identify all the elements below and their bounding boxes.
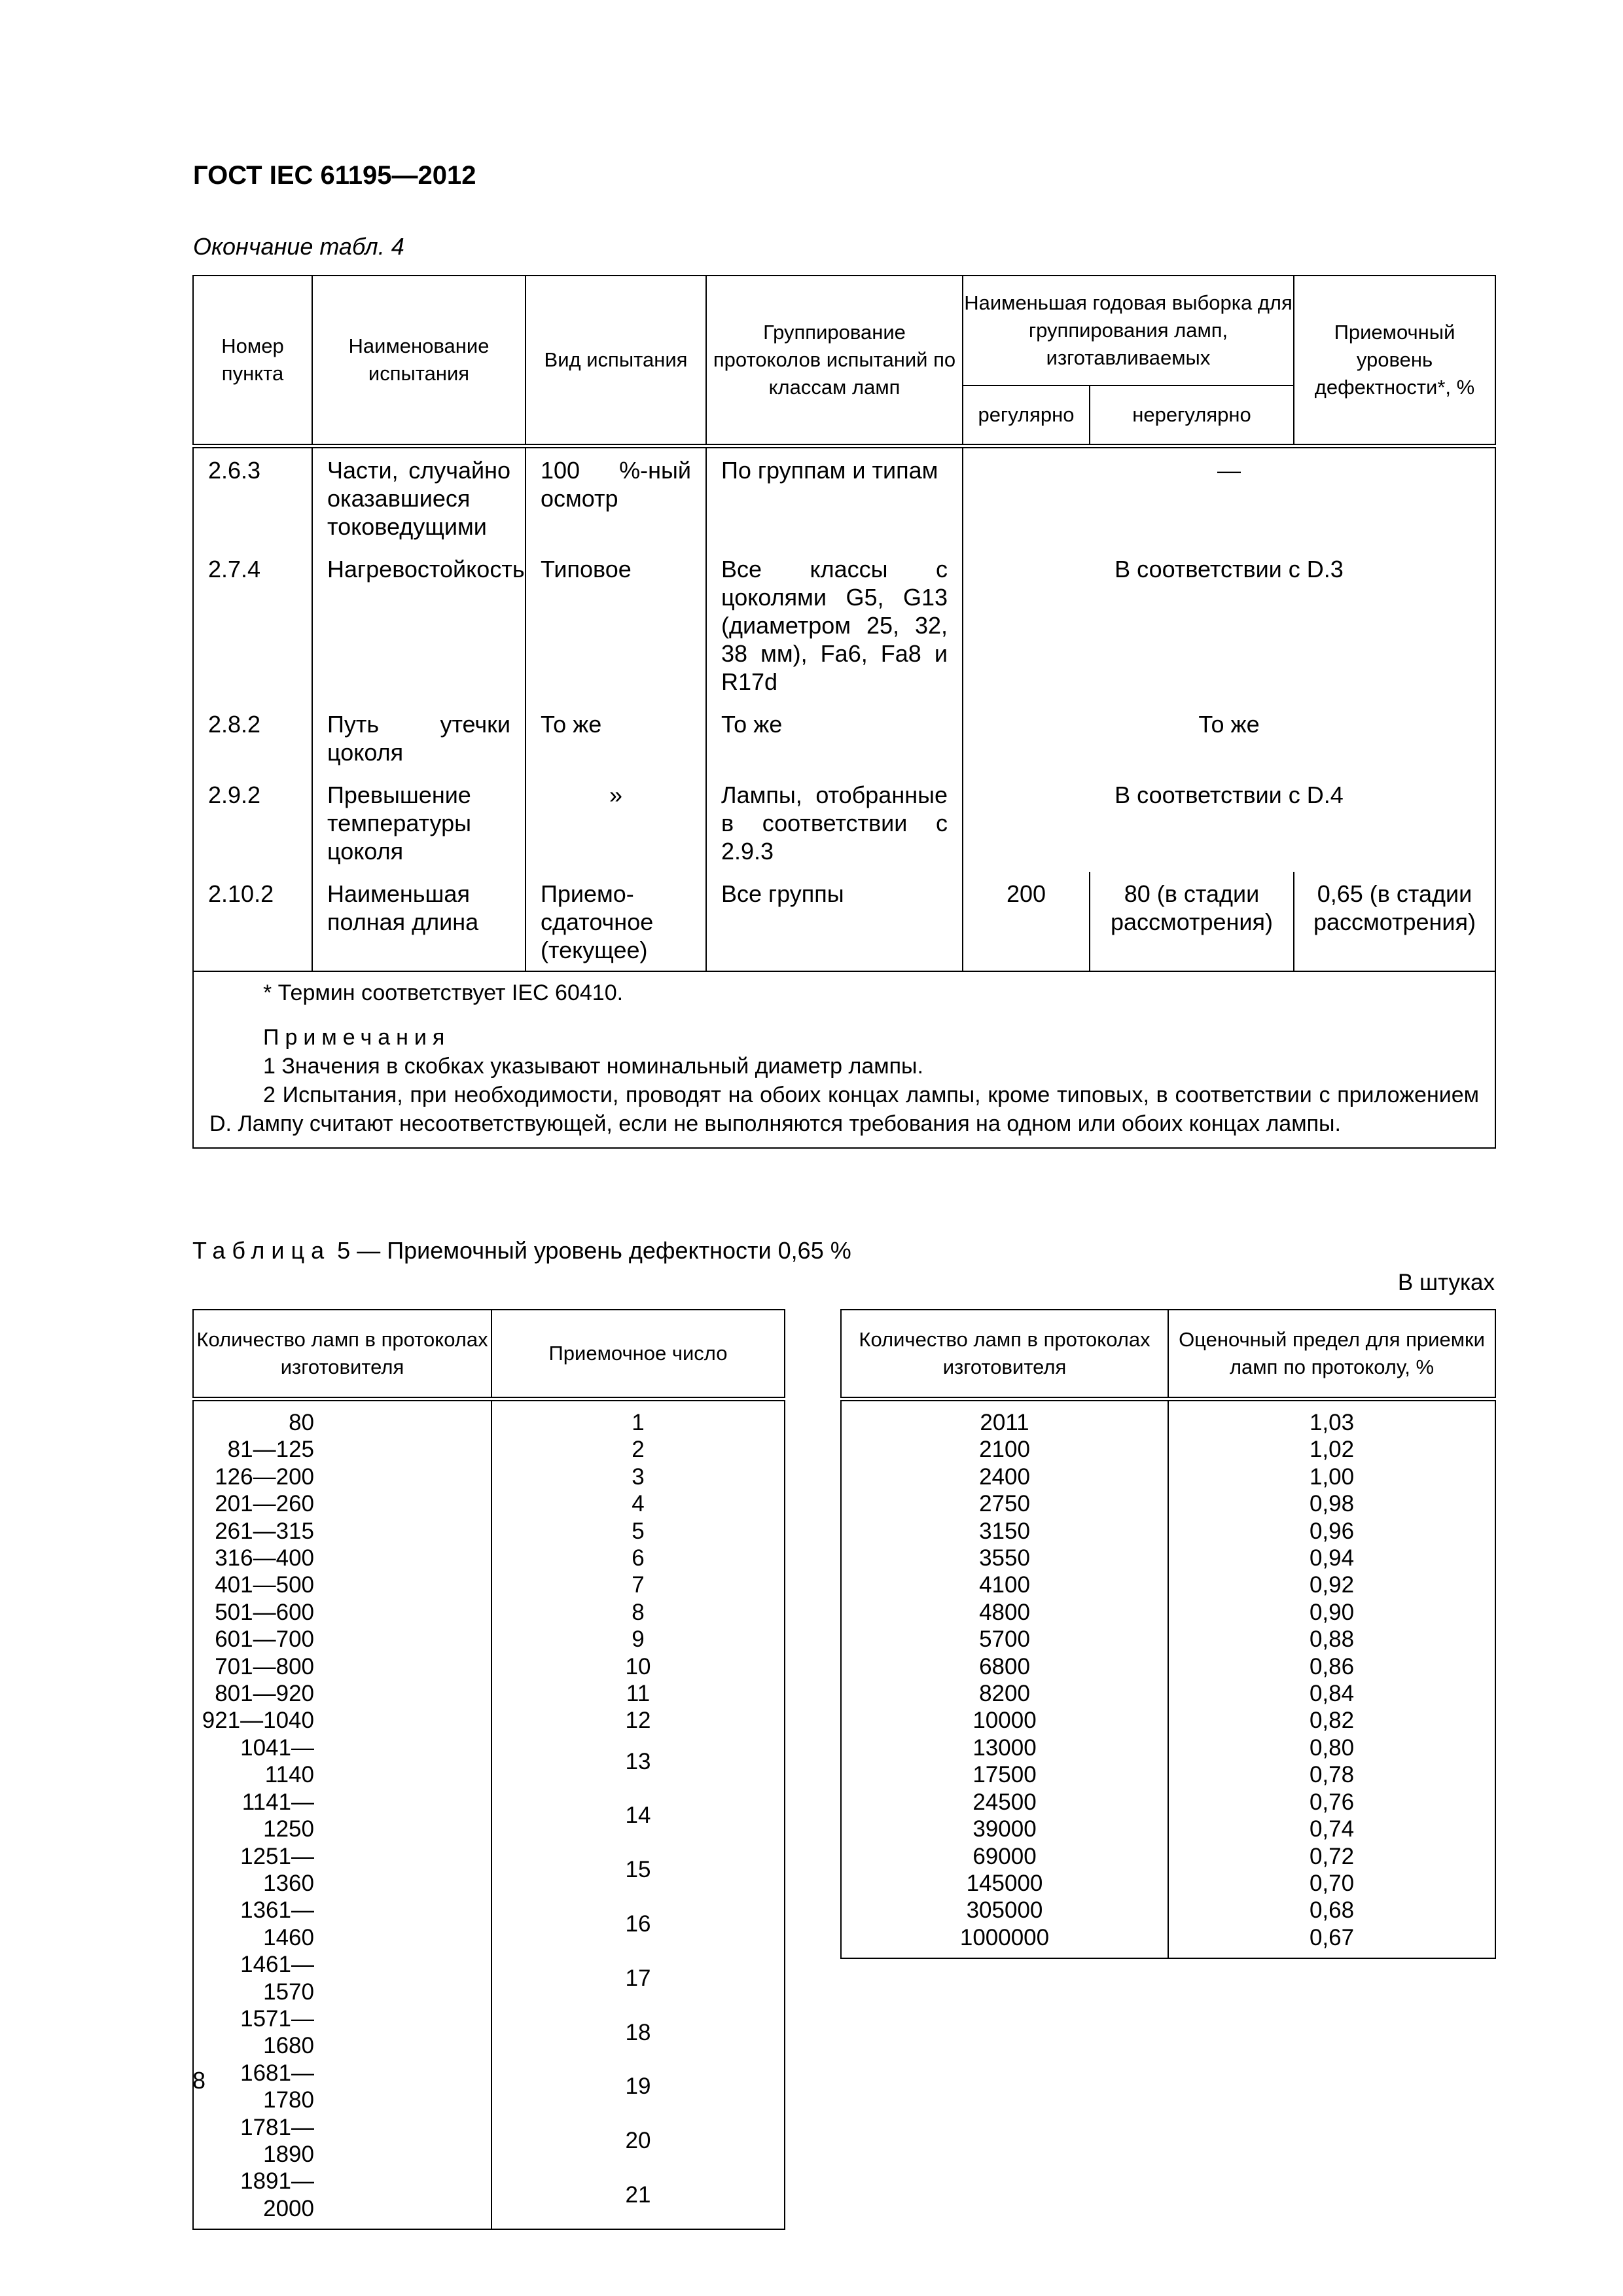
- lamp-count-cell: 1141—1250: [193, 1789, 491, 1843]
- merged-sample-value: —: [963, 446, 1495, 548]
- lamp-count-cell: 69000: [841, 1843, 1168, 1870]
- table-row: [841, 1399, 1495, 1437]
- regular-sample: 200: [963, 872, 1090, 971]
- grouping: Все классы с цоколями G5, G13 (диаметром 25, 32, 38 мм), Fa6, Fa8 и R17d: [706, 547, 963, 702]
- note-1: 1 Значения в скобках указывают номинальный диаметр лампы.: [263, 1054, 923, 1079]
- value-cell: 8: [491, 1599, 785, 1626]
- table-row: [193, 1680, 785, 1707]
- merged-sample-value: В соответствии с D.3: [963, 547, 1495, 702]
- lamp-count-cell: 17500: [841, 1761, 1168, 1788]
- lamp-count-cell: 261—315: [193, 1518, 491, 1545]
- lamp-count-cell: 1681—1780: [193, 2060, 491, 2114]
- table-row: [841, 1789, 1495, 1816]
- lamp-count-cell: 1251—1360: [193, 1843, 491, 1897]
- value-cell: 0,67: [1168, 1924, 1495, 1958]
- lamp-count-cell: 5700: [841, 1626, 1168, 1653]
- table-row: [841, 1653, 1495, 1680]
- lamp-count-cell: 601—700: [193, 1626, 491, 1653]
- value-cell: 0,90: [1168, 1599, 1495, 1626]
- lamp-count-cell: 8200: [841, 1680, 1168, 1707]
- test-name: Нагревостойкость: [312, 547, 526, 702]
- table-row: [841, 1680, 1495, 1707]
- header-regular: регулярно: [963, 386, 1090, 446]
- table-row: [193, 1518, 785, 1545]
- table-row: [841, 1734, 1495, 1761]
- lamp-count-cell: 4100: [841, 1571, 1168, 1598]
- table-continuation-label: Окончание табл. 4: [193, 233, 404, 260]
- value-cell: 3: [491, 1463, 785, 1490]
- lamp-count-cell: 401—500: [193, 1571, 491, 1598]
- value-cell: 1,00: [1168, 1463, 1495, 1490]
- lamp-count-cell: 1891—2000: [193, 2168, 491, 2229]
- lamp-count-cell: 80: [193, 1399, 491, 1437]
- test-kind: Приемо-сдаточное (текущее): [526, 872, 706, 971]
- note-2: 2 Испытания, при необходимости, проводят на обоих концах лампы, кроме типовых, в соответствии с приложением D. Лампу считают несоответствующей, если не выполняются требования на одном или обоих концах лампы.: [209, 1083, 1479, 1136]
- value-cell: 0,84: [1168, 1680, 1495, 1707]
- table-row: [841, 1761, 1495, 1788]
- merged-sample-value: В соответствии с D.4: [963, 773, 1495, 872]
- lamp-count-cell: 1000000: [841, 1924, 1168, 1958]
- lamp-count-cell: 501—600: [193, 1599, 491, 1626]
- lamp-count-cell: 1461—1570: [193, 1951, 491, 2005]
- lamp-count-cell: 1571—1680: [193, 2005, 491, 2060]
- lamp-count-cell: 13000: [841, 1734, 1168, 1761]
- value-cell: 0,76: [1168, 1789, 1495, 1816]
- header-lamp-count: Количество ламп в протоколах изготовителя: [841, 1310, 1168, 1399]
- table-row: [193, 2114, 785, 2168]
- lamp-count-cell: 201—260: [193, 1490, 491, 1517]
- table-row: [193, 1545, 785, 1571]
- lamp-count-cell: 4800: [841, 1599, 1168, 1626]
- units-label: В штуках: [1397, 1270, 1495, 1295]
- grouping: Все группы: [706, 872, 963, 971]
- value-cell: 2: [491, 1436, 785, 1463]
- lamp-count-cell: 305000: [841, 1897, 1168, 1924]
- value-cell: 14: [491, 1789, 785, 1843]
- value-cell: 10: [491, 1653, 785, 1680]
- header-acceptance-limit: Оценочный предел для приемки ламп по протоколу, %: [1168, 1310, 1495, 1399]
- value-cell: 0,96: [1168, 1518, 1495, 1545]
- table-row: [193, 1897, 785, 1951]
- value-cell: 19: [491, 2060, 785, 2114]
- table-row: [841, 1870, 1495, 1897]
- lamp-count-cell: 1361—1460: [193, 1897, 491, 1951]
- grouping: По группам и типам: [706, 446, 963, 548]
- value-cell: 5: [491, 1518, 785, 1545]
- value-cell: 6: [491, 1545, 785, 1571]
- table-row: [193, 1490, 785, 1517]
- table-row: [193, 1599, 785, 1626]
- table-row: [841, 1463, 1495, 1490]
- value-cell: 13: [491, 1734, 785, 1789]
- lamp-count-cell: 81—125: [193, 1436, 491, 1463]
- value-cell: 0,98: [1168, 1490, 1495, 1517]
- aql-value: 0,65 (в стадии рассмотрения): [1294, 872, 1495, 971]
- page-number: 8: [192, 2067, 206, 2094]
- table-row: [193, 1436, 785, 1463]
- test-kind: Типовое: [526, 547, 706, 702]
- table-row: [193, 1951, 785, 2005]
- lamp-count-cell: 2100: [841, 1436, 1168, 1463]
- value-cell: 17: [491, 1951, 785, 2005]
- value-cell: 0,74: [1168, 1816, 1495, 1842]
- lamp-count-cell: 3150: [841, 1518, 1168, 1545]
- lamp-count-cell: 126—200: [193, 1463, 491, 1490]
- value-cell: 11: [491, 1680, 785, 1707]
- table-row: [841, 1571, 1495, 1598]
- lamp-count-cell: 24500: [841, 1789, 1168, 1816]
- table-footnotes: [193, 971, 1495, 1148]
- test-name: Путь утечки цоколя: [312, 702, 526, 773]
- test-name: Наименьшая полная длина: [312, 872, 526, 971]
- table-row: [841, 1436, 1495, 1463]
- test-kind: »: [526, 773, 706, 872]
- value-cell: 1,03: [1168, 1399, 1495, 1437]
- table-5-right: [840, 1309, 1496, 1959]
- value-cell: 7: [491, 1571, 785, 1598]
- item-number: 2.6.3: [193, 446, 312, 548]
- table-row: [193, 773, 1495, 872]
- table-row: [193, 1843, 785, 1897]
- value-cell: 16: [491, 1897, 785, 1951]
- table-row: [193, 2060, 785, 2114]
- lamp-count-cell: 2750: [841, 1490, 1168, 1517]
- table-row: [193, 1571, 785, 1598]
- value-cell: 1,02: [1168, 1436, 1495, 1463]
- item-number: 2.10.2: [193, 872, 312, 971]
- table-row: [841, 1490, 1495, 1517]
- header-acceptance-number: Приемочное число: [491, 1310, 785, 1399]
- table-4: [192, 275, 1496, 1149]
- value-cell: 0,72: [1168, 1843, 1495, 1870]
- value-cell: 21: [491, 2168, 785, 2229]
- table-row: [841, 1545, 1495, 1571]
- test-name: Превышение температуры цоколя: [312, 773, 526, 872]
- table-5-caption: Таблица 5 — Приемочный уровень дефектности 0,65 %: [192, 1237, 851, 1264]
- table-row: [841, 1816, 1495, 1842]
- table-row: [193, 2005, 785, 2060]
- test-kind: 100 %-ный осмотр: [526, 446, 706, 548]
- lamp-count-cell: 316—400: [193, 1545, 491, 1571]
- lamp-count-cell: 2400: [841, 1463, 1168, 1490]
- value-cell: 0,80: [1168, 1734, 1495, 1761]
- lamp-count-cell: 1041—1140: [193, 1734, 491, 1789]
- item-number: 2.7.4: [193, 547, 312, 702]
- test-name: Части, случайно оказавшиеся токоведущими: [312, 446, 526, 548]
- table-row: [193, 1734, 785, 1789]
- item-number: 2.9.2: [193, 773, 312, 872]
- header-aql: Приемочный уровень дефектности*, %: [1294, 276, 1495, 446]
- table-row: [193, 547, 1495, 702]
- header-test-kind: Вид испытания: [526, 276, 706, 446]
- lamp-count-cell: 1781—1890: [193, 2114, 491, 2168]
- grouping: Лампы, отобранные в соответствии с 2.9.3: [706, 773, 963, 872]
- value-cell: 0,70: [1168, 1870, 1495, 1897]
- table-row: [193, 872, 1495, 971]
- header-irregular: нерегулярно: [1090, 386, 1294, 446]
- lamp-count-cell: 2011: [841, 1399, 1168, 1437]
- table-row: [841, 1707, 1495, 1734]
- table-row: [841, 1897, 1495, 1924]
- lamp-count-cell: 145000: [841, 1870, 1168, 1897]
- table-row: [841, 1518, 1495, 1545]
- item-number: 2.8.2: [193, 702, 312, 773]
- header-grouping: Группирование протоколов испытаний по классам ламп: [706, 276, 963, 446]
- test-kind: То же: [526, 702, 706, 773]
- value-cell: 9: [491, 1626, 785, 1653]
- table-row: [841, 1626, 1495, 1653]
- lamp-count-cell: 6800: [841, 1653, 1168, 1680]
- value-cell: 12: [491, 1707, 785, 1734]
- footnote: * Термин соответствует IEC 60410.: [263, 980, 624, 1005]
- lamp-count-cell: 10000: [841, 1707, 1168, 1734]
- lamp-count-cell: 921—1040: [193, 1707, 491, 1734]
- table-row: [841, 1599, 1495, 1626]
- header-lamp-count: Количество ламп в протоколах изготовителя: [193, 1310, 491, 1399]
- table-row: [193, 1399, 785, 1437]
- lamp-count-cell: 801—920: [193, 1680, 491, 1707]
- document-code: ГОСТ IEC 61195—2012: [193, 161, 476, 190]
- lamp-count-cell: 3550: [841, 1545, 1168, 1571]
- table-row: [193, 702, 1495, 773]
- table-row: [193, 2168, 785, 2229]
- header-test-name: Наименование испытания: [312, 276, 526, 446]
- table-row: [193, 446, 1495, 548]
- merged-sample-value: То же: [963, 702, 1495, 773]
- value-cell: 0,86: [1168, 1653, 1495, 1680]
- value-cell: 1: [491, 1399, 785, 1437]
- lamp-count-cell: 701—800: [193, 1653, 491, 1680]
- grouping: То же: [706, 702, 963, 773]
- value-cell: 18: [491, 2005, 785, 2060]
- table-row: [193, 1653, 785, 1680]
- header-item-number: Номер пункта: [193, 276, 312, 446]
- table-row: [193, 1626, 785, 1653]
- header-min-annual-sample: Наименьшая годовая выборка для группирования ламп, изготавливаемых: [963, 276, 1294, 386]
- table-row: [193, 1463, 785, 1490]
- irregular-sample: 80 (в стадии рассмотрения): [1090, 872, 1294, 971]
- value-cell: 15: [491, 1843, 785, 1897]
- table-row: [841, 1924, 1495, 1958]
- value-cell: 20: [491, 2114, 785, 2168]
- lamp-count-cell: 39000: [841, 1816, 1168, 1842]
- table-row: [841, 1843, 1495, 1870]
- value-cell: 0,92: [1168, 1571, 1495, 1598]
- table-row: [193, 1789, 785, 1843]
- notes-title: Примечания: [263, 1025, 451, 1050]
- table-row: [193, 1707, 785, 1734]
- value-cell: 0,78: [1168, 1761, 1495, 1788]
- value-cell: 0,94: [1168, 1545, 1495, 1571]
- value-cell: 4: [491, 1490, 785, 1517]
- value-cell: 0,82: [1168, 1707, 1495, 1734]
- table-5-left: [192, 1309, 785, 2230]
- value-cell: 0,68: [1168, 1897, 1495, 1924]
- value-cell: 0,88: [1168, 1626, 1495, 1653]
